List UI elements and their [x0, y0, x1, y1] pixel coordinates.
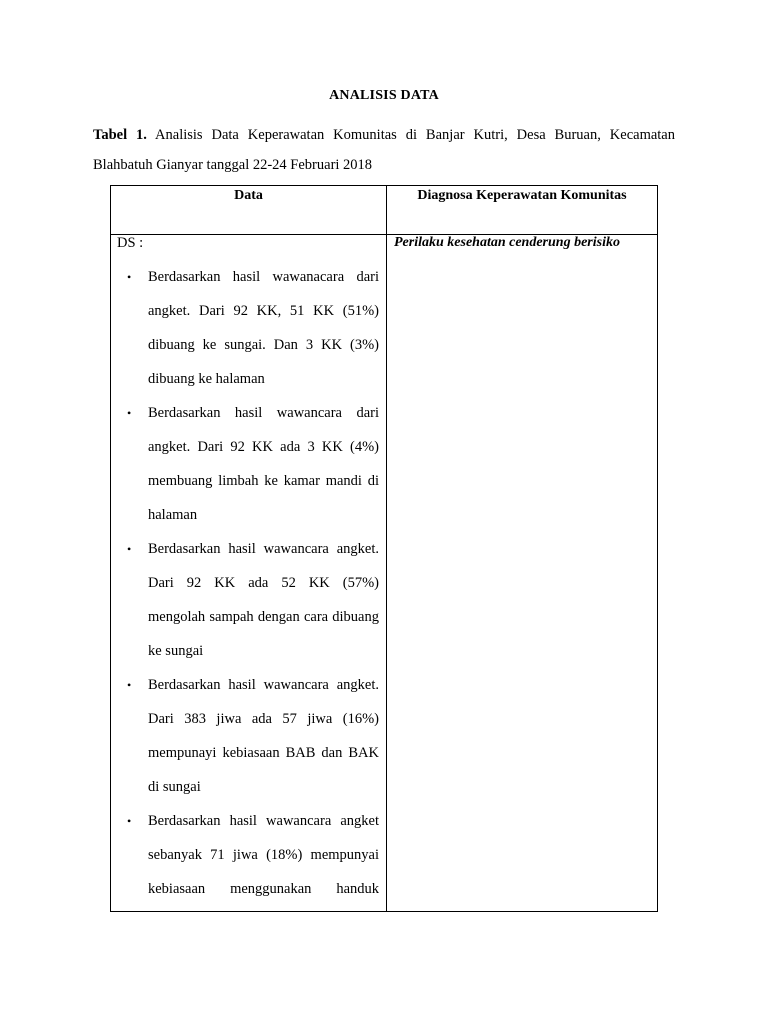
column-header-data: Data — [234, 188, 263, 203]
bullet-icon: • — [127, 678, 132, 692]
bullet-icon: • — [127, 542, 132, 556]
bullet-icon: • — [127, 814, 132, 828]
bullet-icon: • — [127, 406, 132, 420]
list-item — [111, 668, 386, 804]
column-divider — [386, 186, 387, 911]
list-item — [111, 260, 386, 396]
list-item-text: Berdasarkan hasil wawancara dari angket. Dari 92 KK ada 3 KK (4%) membuang limbah ke kamar mandi di halaman — [148, 405, 379, 523]
data-list — [111, 260, 386, 906]
caption-label: Tabel 1. — [93, 127, 147, 143]
analysis-table — [110, 185, 658, 912]
list-item-text: Berdasarkan hasil wawancara angket. Dari 92 KK ada 52 KK (57%) mengolah sampah dengan cara dibuang ke sungai — [148, 541, 379, 659]
ds-label: DS : — [117, 235, 144, 251]
bullet-icon: • — [127, 270, 132, 284]
list-item — [111, 532, 386, 668]
page-title: ANALISIS DATA — [329, 88, 439, 103]
list-item — [111, 804, 386, 906]
table-caption — [93, 120, 675, 180]
diagnosis-text: Perilaku kesehatan cenderung berisiko — [394, 235, 620, 250]
list-item — [111, 396, 386, 532]
list-item-text: Berdasarkan hasil wawancara angket sebanyak 71 jiwa (18%) mempunyai kebiasaan menggunakan handuk — [148, 813, 379, 897]
list-item-text: Berdasarkan hasil wawancara angket. Dari 383 jiwa ada 57 jiwa (16%) mempunayi kebiasaan BAB dan BAK di sungai — [148, 677, 379, 795]
list-item-text: Berdasarkan hasil wawanacara dari angket. Dari 92 KK, 51 KK (51%) dibuang ke sungai. Dan 3 KK (3%) dibuang ke halaman — [148, 269, 379, 387]
column-header-diagnosis: Diagnosa Keperawatan Komunitas — [417, 188, 627, 203]
caption-text: Analisis Data Keperawatan Komunitas di Banjar Kutri, Desa Buruan, Kecamatan Blahbatuh Gianyar tanggal 22-24 Februari 2018 — [93, 127, 675, 173]
